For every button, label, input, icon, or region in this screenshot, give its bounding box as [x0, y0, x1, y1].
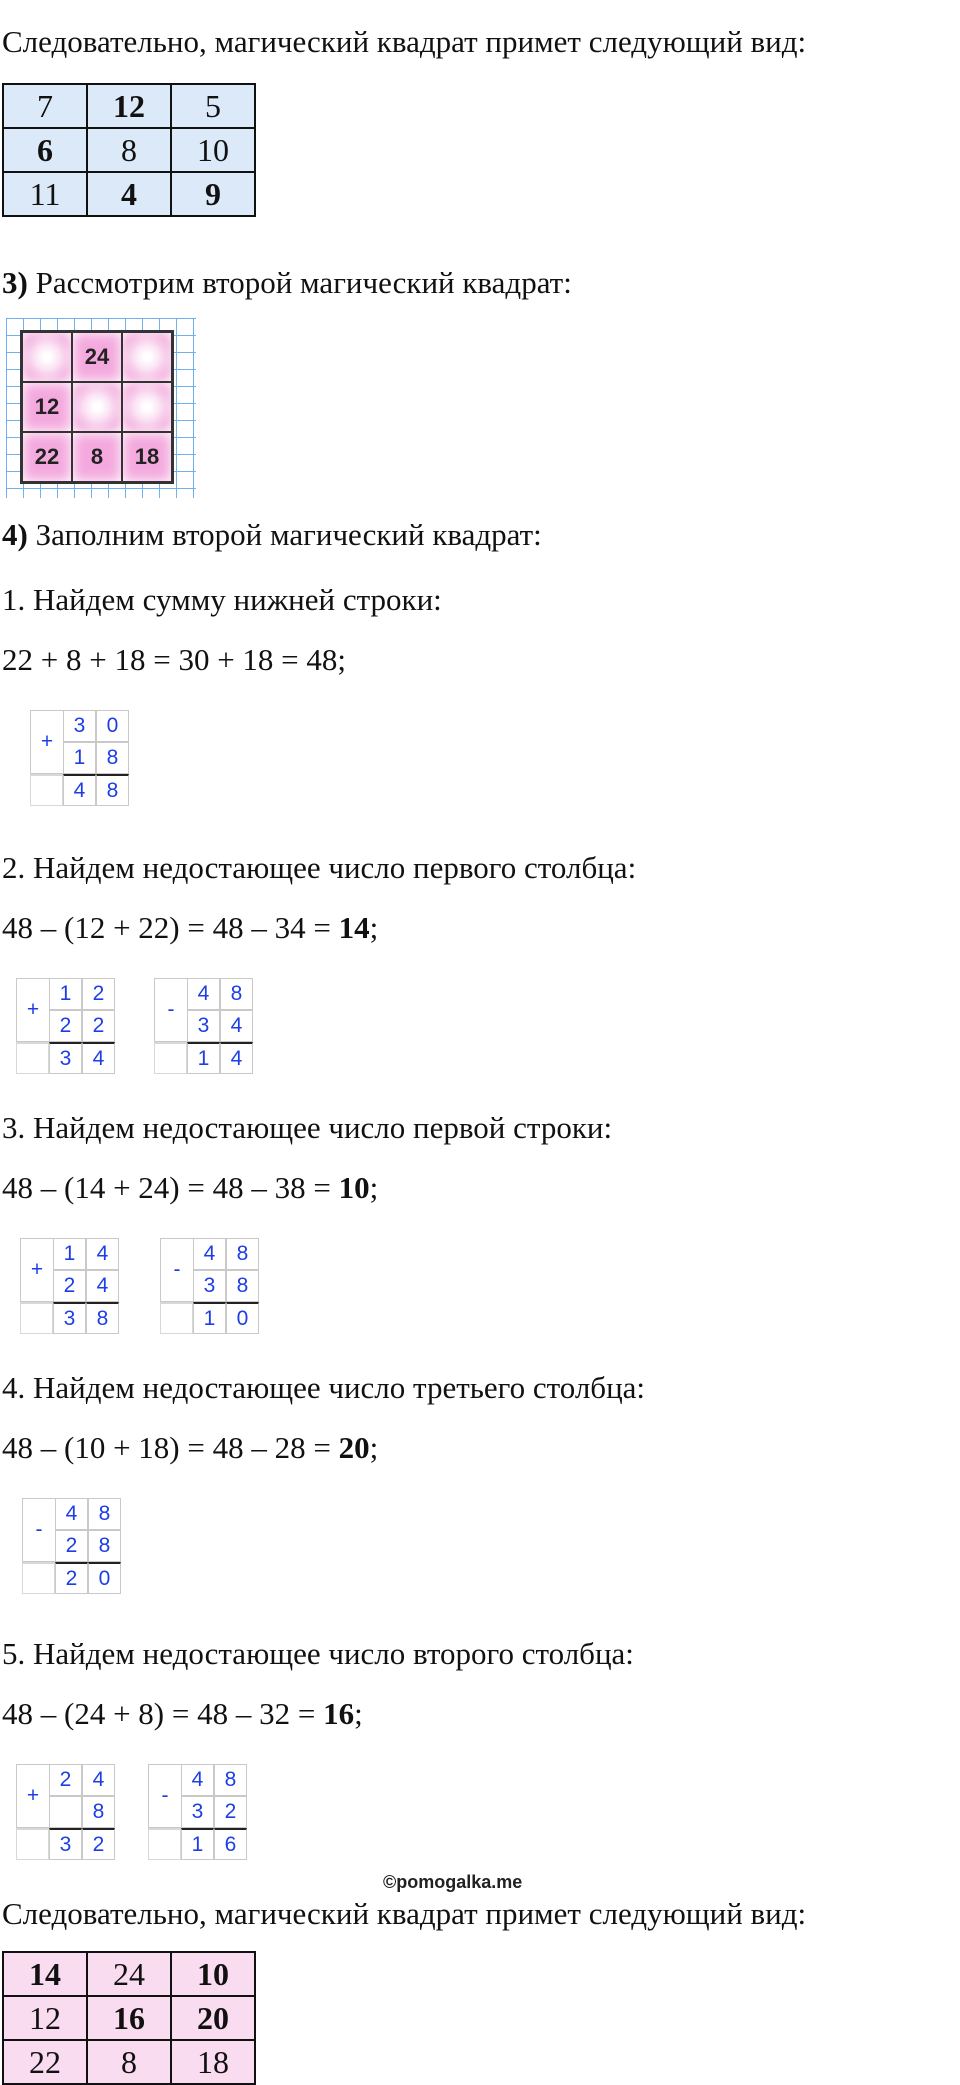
square2-cell: 8	[87, 2040, 171, 2084]
digit: 1	[53, 1238, 86, 1270]
step4-text: Заполним второй магический квадрат:	[27, 517, 542, 552]
digit: 3	[63, 710, 96, 742]
digit: 8	[220, 978, 253, 1010]
square2-cell: 18	[171, 2040, 255, 2084]
operator-sign: -	[148, 1764, 181, 1828]
digit: 1	[181, 1828, 214, 1860]
square1-cell: 6	[3, 128, 87, 172]
column-subtraction-c5	[148, 1764, 247, 1860]
digit: 3	[187, 1010, 220, 1042]
puzzle-cell: 12	[22, 382, 72, 432]
digit	[49, 1796, 82, 1828]
column-addition-c2	[16, 978, 115, 1074]
substep2-title: 2. Найдем недостающее число первого столбца:	[2, 850, 637, 885]
digit: 8	[226, 1270, 259, 1302]
intro-text: Следовательно, магический квадрат примет следующий вид:	[2, 24, 807, 59]
square1-cell: 5	[171, 84, 255, 128]
column-addition-c5	[16, 1764, 115, 1860]
substep5-expression	[2, 1694, 363, 1734]
column-addition-c1	[30, 710, 129, 806]
digit: 2	[53, 1270, 86, 1302]
square2-cell: 14	[3, 1952, 87, 1996]
digit: 4	[86, 1238, 119, 1270]
square2-cell: 10	[171, 1952, 255, 1996]
digit: 8	[214, 1764, 247, 1796]
digit: 4	[187, 978, 220, 1010]
substep1-title: 1. Найдем сумму нижней строки:	[2, 582, 442, 617]
semicolon: ;	[354, 1696, 363, 1731]
digit: 0	[96, 710, 129, 742]
column-subtraction-c3	[160, 1238, 259, 1334]
digit: 0	[226, 1302, 259, 1334]
square2-cell: 22	[3, 2040, 87, 2084]
magic-square-puzzle-image	[6, 318, 196, 498]
digit: 4	[193, 1238, 226, 1270]
square1-cell: 8	[87, 128, 171, 172]
puzzle-cell	[122, 332, 172, 382]
empty-cell	[22, 1562, 55, 1594]
digit: 2	[82, 1828, 115, 1860]
expression-text: 48 – (24 + 8) = 48 – 32 =	[2, 1696, 324, 1731]
answer: 16	[323, 1696, 355, 1731]
empty-cell	[148, 1828, 181, 1860]
digit: 2	[55, 1530, 88, 1562]
operator-sign: -	[22, 1498, 55, 1562]
step3-number: 3)	[2, 265, 28, 300]
step3-text: Рассмотрим второй магический квадрат:	[27, 265, 572, 300]
semicolon: ;	[369, 910, 379, 945]
square1-cell: 12	[87, 84, 171, 128]
substep2-expression	[2, 908, 378, 948]
digit: 1	[193, 1302, 226, 1334]
digit: 1	[49, 978, 82, 1010]
puzzle-cell	[122, 382, 172, 432]
watermark: ©pomogalka.me	[383, 1872, 523, 1892]
magic-square-1	[2, 83, 256, 217]
answer: 10	[338, 1170, 370, 1205]
operator-sign: -	[154, 978, 187, 1042]
digit: 4	[82, 1764, 115, 1796]
digit: 6	[214, 1828, 247, 1860]
expression-text: 48 – (12 + 22) = 48 – 34 =	[2, 910, 339, 945]
square2-cell: 20	[171, 1996, 255, 2040]
step4-heading	[2, 515, 542, 555]
semicolon: ;	[369, 1430, 379, 1465]
expression-text: 48 – (14 + 24) = 48 – 38 =	[2, 1170, 339, 1205]
digit: 1	[187, 1042, 220, 1074]
square2-cell: 12	[3, 1996, 87, 2040]
digit: 2	[82, 1010, 115, 1042]
substep3-expression	[2, 1168, 378, 1208]
digit: 1	[63, 742, 96, 774]
square1-cell: 11	[3, 172, 87, 216]
square1-cell: 9	[171, 172, 255, 216]
digit: 8	[88, 1530, 121, 1562]
digit: 3	[181, 1796, 214, 1828]
digit: 4	[220, 1010, 253, 1042]
answer: 14	[338, 910, 370, 945]
substep4-expression	[2, 1428, 378, 1468]
puzzle-cell: 22	[22, 432, 72, 482]
column-addition-c3	[20, 1238, 119, 1334]
digit: 8	[88, 1498, 121, 1530]
square2-cell: 16	[87, 1996, 171, 2040]
digit: 8	[226, 1238, 259, 1270]
square1-cell: 4	[87, 172, 171, 216]
step3-heading	[2, 263, 572, 303]
digit: 2	[49, 1764, 82, 1796]
column-subtraction-c4	[22, 1498, 121, 1594]
digit: 8	[82, 1796, 115, 1828]
digit: 4	[55, 1498, 88, 1530]
digit: 4	[63, 774, 96, 806]
magic-square-2	[2, 1951, 256, 2085]
empty-cell	[30, 774, 63, 806]
digit: 4	[82, 1042, 115, 1074]
empty-cell	[16, 1828, 49, 1860]
digit: 8	[96, 774, 129, 806]
digit: 8	[96, 742, 129, 774]
outro-text: Следовательно, магический квадрат примет следующий вид:	[2, 1896, 807, 1931]
empty-cell	[160, 1302, 193, 1334]
puzzle-cell	[72, 382, 122, 432]
digit: 3	[193, 1270, 226, 1302]
answer: 20	[338, 1430, 370, 1465]
digit: 2	[82, 978, 115, 1010]
puzzle-grid	[20, 330, 174, 484]
digit: 2	[214, 1796, 247, 1828]
operator-sign: +	[30, 710, 63, 774]
semicolon: ;	[369, 1170, 379, 1205]
square1-cell: 10	[171, 128, 255, 172]
empty-cell	[16, 1042, 49, 1074]
digit: 4	[220, 1042, 253, 1074]
puzzle-cell	[22, 332, 72, 382]
digit: 2	[55, 1562, 88, 1594]
puzzle-cell: 8	[72, 432, 122, 482]
operator-sign: -	[160, 1238, 193, 1302]
substep4-title: 4. Найдем недостающее число третьего столбца:	[2, 1370, 646, 1405]
digit: 4	[181, 1764, 214, 1796]
column-subtraction-c2	[154, 978, 253, 1074]
digit: 3	[53, 1302, 86, 1334]
substep5-title: 5. Найдем недостающее число второго столбца:	[2, 1636, 634, 1671]
operator-sign: +	[16, 978, 49, 1042]
empty-cell	[20, 1302, 53, 1334]
substep3-title: 3. Найдем недостающее число первой строки:	[2, 1110, 613, 1145]
digit: 3	[49, 1042, 82, 1074]
step4-number: 4)	[2, 517, 28, 552]
puzzle-cell: 24	[72, 332, 122, 382]
digit: 0	[88, 1562, 121, 1594]
square1-cell: 7	[3, 84, 87, 128]
puzzle-cell: 18	[122, 432, 172, 482]
digit: 2	[49, 1010, 82, 1042]
digit: 4	[86, 1270, 119, 1302]
digit: 3	[49, 1828, 82, 1860]
operator-sign: +	[20, 1238, 53, 1302]
expression-text: 48 – (10 + 18) = 48 – 28 =	[2, 1430, 339, 1465]
operator-sign: +	[16, 1764, 49, 1828]
substep1-expression: 22 + 8 + 18 = 30 + 18 = 48;	[2, 642, 347, 677]
digit: 8	[86, 1302, 119, 1334]
square2-cell: 24	[87, 1952, 171, 1996]
empty-cell	[154, 1042, 187, 1074]
